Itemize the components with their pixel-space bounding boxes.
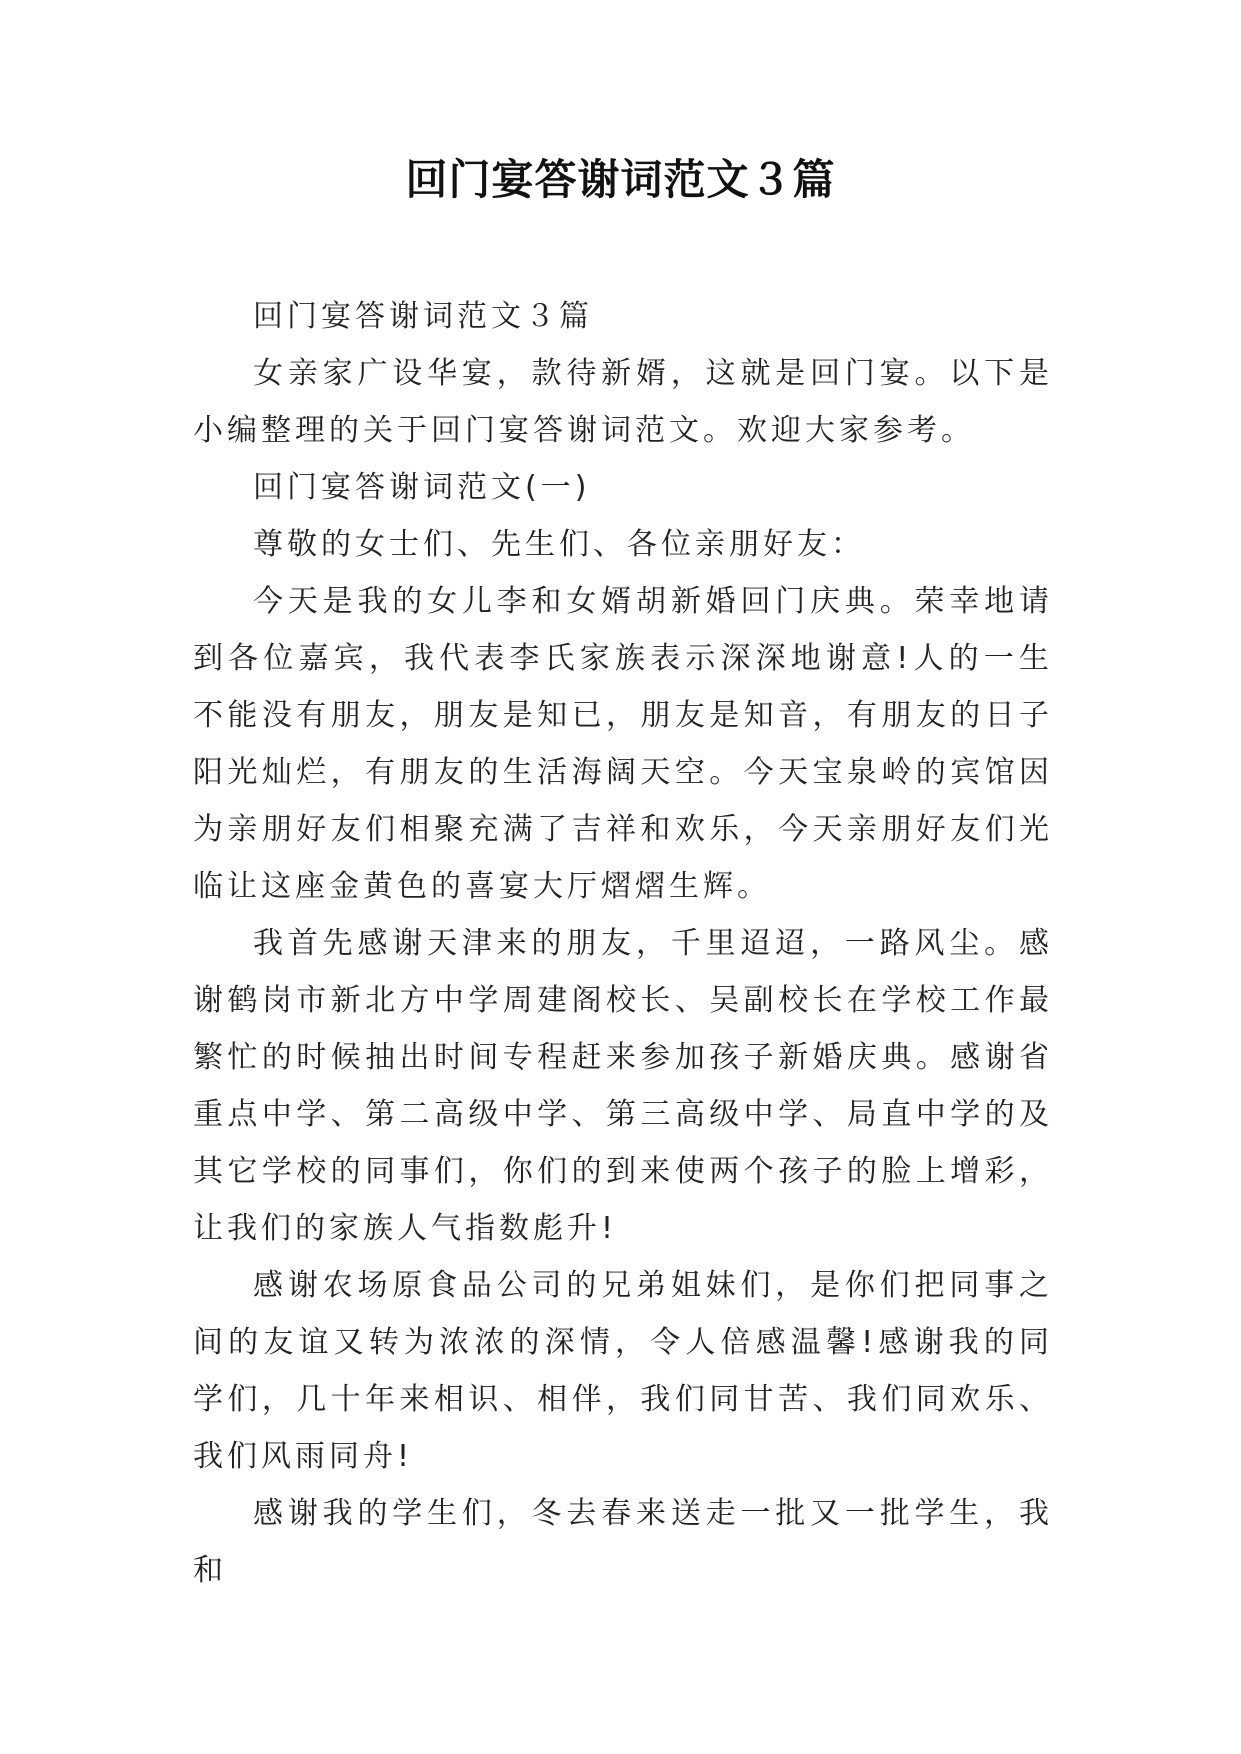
paragraph-subtitle: 回门宴答谢词范文３篇 xyxy=(253,299,593,334)
paragraph-intro: 女亲家广设华宴，款待新婿，这就是回门宴。以下是小编整理的关于回门宴答谢词范文。欢迎大家参考。 xyxy=(193,356,1053,448)
document-title: 回门宴答谢词范文３篇 xyxy=(405,155,836,204)
paragraph-body: 感谢我的学生们，冬去春来送走一批又一批学生，我和 xyxy=(193,1496,1053,1588)
paragraph-body: 我首先感谢天津来的朋友，千里迢迢，一路风尘。感谢鹤岗市新北方中学周建阁校长、吴副校长在学校工作最繁忙的时候抽出时间专程赶来参加孩子新婚庆典。感谢省重点中学、第二高级中学、第三高级中学、局直中学的及其它学校的同事们，你们的到来使两个孩子的脸上增彩，让我们的家族人气指数彪升! xyxy=(193,926,1053,1246)
document-body xyxy=(193,288,1053,1599)
paragraph-body: 感谢农场原食品公司的兄弟姐妹们，是你们把同事之间的友谊又转为浓浓的深情，令人倍感温馨!感谢我的同学们，几十年来相识、相伴，我们同甘苦、我们同欢乐、我们风雨同舟! xyxy=(193,1268,1053,1474)
paragraph-salutation: 尊敬的女士们、先生们、各位亲朋好友： xyxy=(253,527,865,562)
paragraph-body: 今天是我的女儿李和女婿胡新婚回门庆典。荣幸地请到各位嘉宾，我代表李氏家族表示深深地谢意!人的一生不能没有朋友，朋友是知已，朋友是知音，有朋友的日子阳光灿烂，有朋友的生活海阔天空。今天宝泉岭的宾馆因为亲朋好友们相聚充满了吉祥和欢乐，今天亲朋好友们光临让这座金黄色的喜宴大厅熠熠生辉。 xyxy=(193,584,1053,904)
paragraph-section-heading: 回门宴答谢词范文(一) xyxy=(253,470,591,505)
